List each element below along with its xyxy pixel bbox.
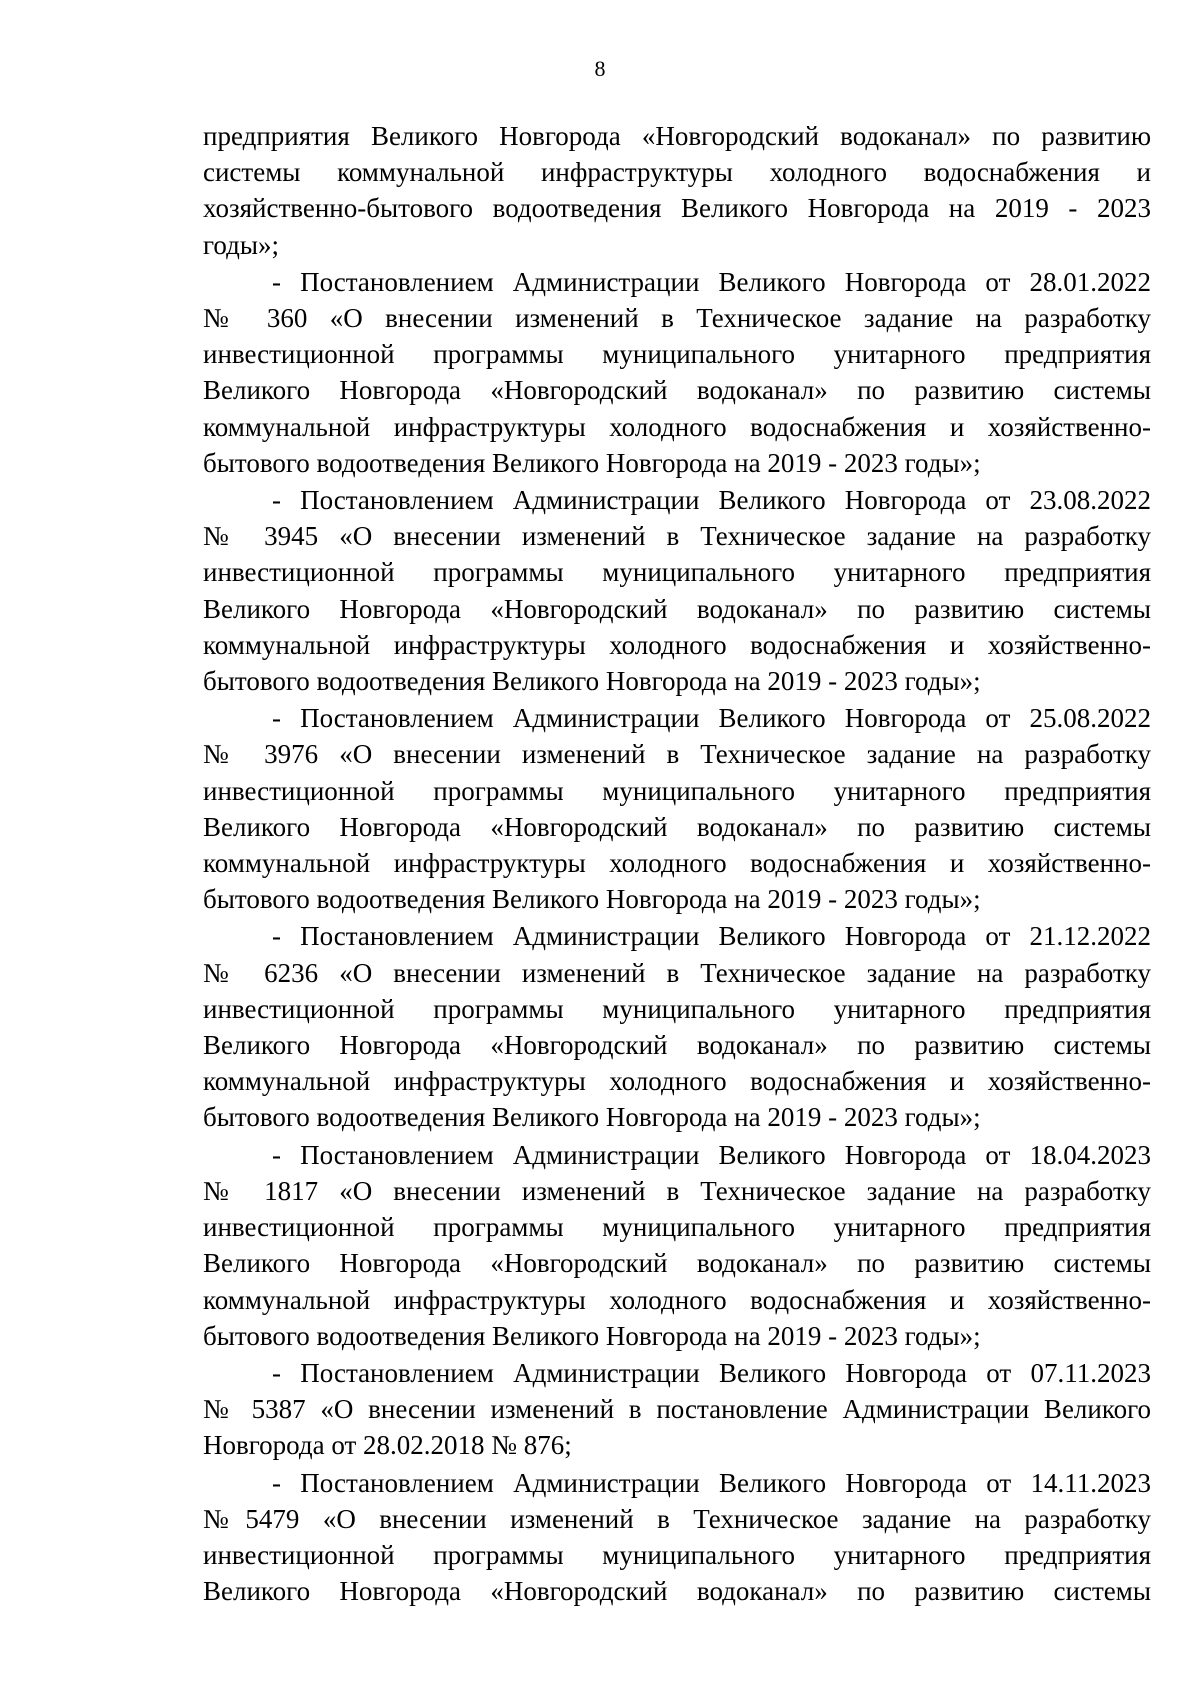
text-line: - Постановлением Администрации Великого Новгорода от 18.04.2023: [272, 1139, 1151, 1170]
text-line: - Постановлением Администрации Великого Новгорода от 14.11.2023: [272, 1467, 1151, 1498]
text-line: Великого Новгорода «Новгородский водоканал» по развитию системы: [203, 1248, 1151, 1279]
text-line: № 360 «О внесении изменений в Техническое задание на разработку: [203, 303, 1151, 334]
text-line: коммунальной инфраструктуры холодного водоснабжения и хозяйственно-: [203, 1284, 1151, 1315]
text-line: коммунальной инфраструктуры холодного водоснабжения и хозяйственно-: [203, 848, 1151, 879]
text-line: коммунальной инфраструктуры холодного водоснабжения и хозяйственно-: [203, 411, 1151, 442]
text-line: № 6236 «О внесении изменений в Техническое задание на разработку: [203, 957, 1151, 988]
paragraph: [203, 1137, 1151, 1354]
text-line: Великого Новгорода «Новгородский водоканал» по развитию системы: [203, 811, 1151, 842]
text-line: инвестиционной программы муниципального унитарного предприятия: [203, 775, 1151, 806]
text-line: № 3976 «О внесении изменений в Техническое задание на разработку: [203, 739, 1151, 770]
paragraph: [203, 1465, 1151, 1610]
text-line: бытового водоотведения Великого Новгорода на 2019 - 2023 годы»;: [203, 1320, 981, 1351]
text-line: - Постановлением Администрации Великого Новгорода от 21.12.2022: [272, 921, 1151, 952]
text-line: бытового водоотведения Великого Новгорода на 2019 - 2023 годы»;: [203, 884, 981, 915]
text-line: инвестиционной программы муниципального унитарного предприятия: [203, 557, 1151, 588]
text-line: инвестиционной программы муниципального унитарного предприятия: [203, 1539, 1151, 1570]
paragraph: [203, 1355, 1151, 1464]
text-line: Великого Новгорода «Новгородский водоканал» по развитию системы: [203, 1576, 1151, 1607]
text-line: № 5387 «О внесении изменений в постановление Администрации Великого: [203, 1394, 1151, 1425]
paragraph: [203, 264, 1151, 481]
paragraph: [203, 482, 1151, 699]
paragraph: [203, 118, 1151, 263]
text-line: № 1817 «О внесении изменений в Техническое задание на разработку: [203, 1175, 1151, 1206]
text-line: предприятия Великого Новгорода «Новгородский водоканал» по развитию: [203, 121, 1151, 151]
text-line: №5479 «О внесении изменений в Техническое задание на разработку: [203, 1503, 1151, 1534]
text-line: инвестиционной программы муниципального унитарного предприятия: [203, 1212, 1151, 1243]
text-line: бытового водоотведения Великого Новгорода на 2019 - 2023 годы»;: [203, 666, 981, 697]
paragraph: [203, 918, 1151, 1135]
text-line: коммунальной инфраструктуры холодного водоснабжения и хозяйственно-: [203, 1066, 1151, 1097]
text-line: бытового водоотведения Великого Новгорода на 2019 - 2023 годы»;: [203, 1102, 981, 1133]
text-line: системы коммунальной инфраструктуры холодного водоснабжения и: [203, 157, 1151, 188]
page-number: 8: [594, 56, 606, 81]
text-line: Великого Новгорода «Новгородский водоканал» по развитию системы: [203, 1030, 1151, 1061]
text-line: № 3945 «О внесении изменений в Техническое задание на разработку: [203, 521, 1151, 552]
text-line: коммунальной инфраструктуры холодного водоснабжения и хозяйственно-: [203, 629, 1151, 660]
text-line: - Постановлением Администрации Великого Новгорода от 07.11.2023: [272, 1357, 1151, 1388]
document-body: [203, 118, 1151, 1610]
text-line: хозяйственно-бытового водоотведения Великого Новгорода на 2019 - 2023: [203, 193, 1151, 224]
text-line: - Постановлением Администрации Великого Новгорода от 28.01.2022: [272, 266, 1151, 297]
text-line: инвестиционной программы муниципального унитарного предприятия: [203, 993, 1151, 1024]
text-line: - Постановлением Администрации Великого Новгорода от 25.08.2022: [272, 703, 1151, 734]
text-line: бытового водоотведения Великого Новгорода на 2019 - 2023 годы»;: [203, 447, 981, 478]
text-line: годы»;: [203, 229, 280, 260]
paragraph: [203, 700, 1151, 917]
text-line: инвестиционной программы муниципального унитарного предприятия: [203, 339, 1151, 370]
text-line: - Постановлением Администрации Великого Новгорода от 23.08.2022: [272, 485, 1151, 516]
text-line: Новгорода от 28.02.2018 № 876;: [203, 1430, 572, 1461]
text-line: Великого Новгорода «Новгородский водоканал» по развитию системы: [203, 593, 1151, 624]
text-line: Великого Новгорода «Новгородский водоканал» по развитию системы: [203, 375, 1151, 406]
